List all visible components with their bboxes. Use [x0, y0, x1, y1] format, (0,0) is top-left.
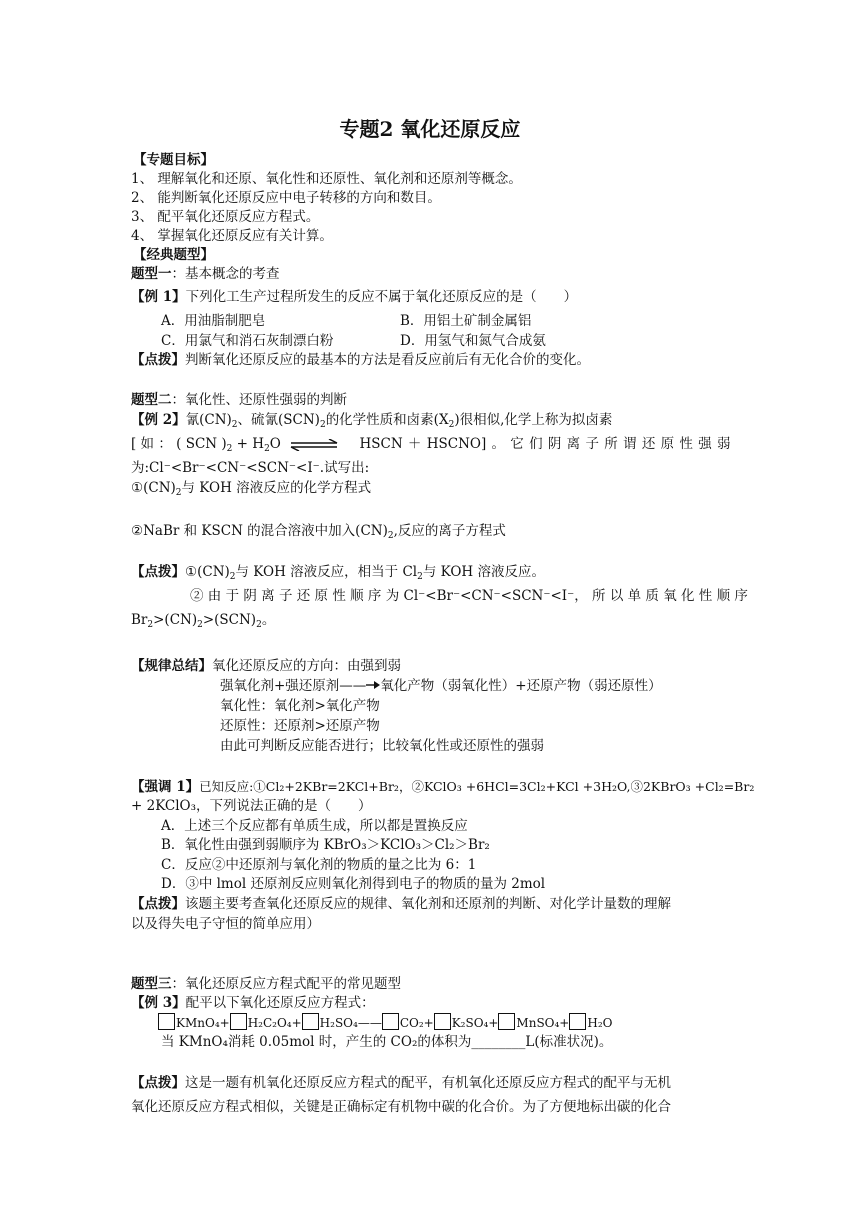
tip3-c: >(SCN) [202, 612, 257, 628]
example1-option-d: D．用氢气和氮气合成氨 [400, 333, 546, 349]
type3-title-rest: ：氧化还原反应方程式配平的常见题型 [171, 976, 401, 992]
question1-a: ①(CN) [131, 480, 176, 496]
emphasis-tip-line1 [131, 895, 671, 913]
tip3-a: Br [131, 612, 148, 628]
equation-term: H₂SO₄—— [319, 1016, 382, 1030]
example1-text: 下列化工生产过程所发生的反应不属于氧化还原反应的是（ ） [185, 289, 578, 305]
question2-b: ,反应的离子方程式 [393, 523, 506, 539]
example1 [131, 288, 577, 306]
rule-title: 氧化还原反应的方向：由强到弱 [212, 658, 401, 674]
type3-tip-line1 [131, 1074, 671, 1092]
example2-line2-a: [ 如 ： ( SCN ) [131, 436, 227, 452]
subscript: 2 [226, 444, 233, 454]
example1-option-b: B．用铝土矿制金属铝 [400, 313, 532, 329]
goal-item-3: 3、 配平氧化还原反应方程式。 [131, 209, 320, 225]
subscript: 2 [231, 420, 238, 430]
emphasis-option-c: C．反应②中还原剂与氧化剂的物质的量之比为 6：1 [161, 857, 477, 873]
example2-line1 [131, 411, 612, 434]
emphasis-option-d: D．③中 lmol 还原剂反应则氧化剂得到电子的物质的量为 2mol [161, 876, 546, 892]
tip2-c: 与 KOH 溶液反应。 [422, 564, 545, 580]
page-title: 专题2 氧化还原反应 [339, 117, 521, 141]
subscript: 2 [448, 420, 455, 430]
emphasis-tip-text: 该题主要考查氧化还原反应的规律、氧化剂和还原剂的判断、对化学计量数的理解 [185, 896, 671, 912]
example3-question-a: 当 KMnO₄消耗 0.05mol 时，产生的 CO₂的体积为 [161, 1034, 472, 1050]
emphasis-tip-label: 【点拨】 [131, 896, 185, 912]
emphasis-line1 [131, 778, 754, 796]
example3-question-b: L(标准状况)。 [525, 1034, 613, 1050]
emphasis-tip-line2: 以及得失电子守恒的简单应用） [131, 916, 320, 932]
example2-line2-c: O [269, 436, 281, 452]
emphasis-label: 【强调 1】 [131, 779, 200, 795]
rule-summary [131, 657, 401, 675]
classic-header: 【经典题型】 [133, 247, 214, 263]
tip2-b: 与 KOH 溶液反应，相当于 Cl [235, 564, 418, 580]
example1-option-a: A．用油脂制肥皂 [161, 313, 266, 329]
example2-question2 [131, 522, 506, 545]
example2-text-d: )很相似,化学上称为拟卤素 [454, 412, 613, 428]
tip1-label: 【点拨】 [131, 352, 185, 368]
balancing-equation [158, 1013, 613, 1032]
tip2-line1 [131, 563, 545, 586]
reversible-arrow-icon [285, 439, 343, 451]
type3-title-bold: 题型三 [131, 976, 172, 992]
answer-blank[interactable]: ________ [471, 1034, 526, 1050]
coefficient-box[interactable] [498, 1013, 515, 1030]
type2-title [131, 391, 347, 409]
goal-item-4: 4、 掌握氧化还原反应有关计算。 [131, 228, 333, 244]
equation-term: K₂SO₄+ [451, 1016, 499, 1030]
rule-line1-a: 强氧化剂+强还原剂—— [220, 678, 367, 694]
rule-line4: 由此可判断反应能否进行；比较氧化性或还原性的强弱 [220, 738, 544, 754]
example2-line2-d: HSCN ＋ HSCNO] 。 它 们 阴 离 子 所 谓 还 原 性 强 弱 [359, 436, 731, 452]
subscript: 2 [175, 488, 182, 498]
goals-header: 【专题目标】 [133, 152, 214, 168]
example2-question1 [131, 479, 371, 502]
subscript: 2 [197, 620, 203, 630]
emphasis-text: 已知反应:①Cl₂+2KBr=2KCl+Br₂，②KClO₃ +6HCl=3Cl₂+KCl +3H₂O,③2KBrO₃ +Cl₂=Br₂ [199, 779, 755, 794]
example1-label: 【例 1】 [131, 289, 186, 305]
coefficient-box[interactable] [434, 1013, 451, 1030]
rule-line3: 还原性：还原剂>还原产物 [220, 718, 380, 734]
rule-line2: 氧化性：氧化剂>氧化产物 [220, 698, 380, 714]
question1-b: 与 KOH 溶液反应的化学方程式 [181, 480, 372, 496]
tip2-line3 [131, 611, 275, 634]
example2-label: 【例 2】 [131, 412, 186, 428]
type3-title [131, 975, 401, 993]
example3-question [161, 1033, 612, 1051]
tip3-d: 。 [261, 612, 276, 628]
question2-a: ②NaBr 和 KSCN 的混合溶液中加入(CN) [131, 523, 388, 539]
tip1 [131, 351, 590, 369]
subscript: 2 [417, 572, 423, 582]
subscript: 2 [387, 531, 394, 541]
equation-term: CO₂+ [399, 1016, 434, 1030]
type2-title-rest: ：氧化性、还原性强弱的判断 [171, 392, 347, 408]
subscript: 2 [147, 620, 154, 630]
tip2-label: 【点拨】 [131, 564, 185, 580]
subscript: 2 [229, 572, 236, 582]
tip2-a: ①(CN) [185, 564, 230, 580]
example3 [131, 994, 375, 1012]
coefficient-box[interactable] [569, 1013, 586, 1030]
type1-title-bold: 题型一 [131, 266, 172, 282]
emphasis-option-b: B．氧化性由强到弱顺序为 KBrO₃＞KClO₃＞Cl₂＞Br₂ [161, 837, 490, 853]
tip2-line2: ② 由 于 阴 离 子 还 原 性 顺 序 为 Cl⁻<Br⁻<CN⁻<SCN⁻<I⁻， 所 以 单 质 氧 化 性 顺 序 [190, 588, 748, 604]
equation-term: H₂O [587, 1016, 613, 1030]
type1-title [131, 265, 280, 283]
example2-line2 [131, 435, 731, 458]
example1-option-c: C．用氯气和消石灰制漂白粉 [161, 333, 334, 349]
example3-text: 配平以下氧化还原反应方程式： [185, 995, 375, 1011]
right-arrow-icon [366, 680, 380, 690]
example2-text-c: 的化学性质和卤素(X [325, 412, 449, 428]
example3-label: 【例 3】 [131, 995, 186, 1011]
rule-label: 【规律总结】 [131, 658, 212, 674]
subscript: 2 [319, 420, 326, 430]
example2-line2-b: + H [232, 436, 265, 452]
emphasis-line2: + 2KClO₃，下列说法正确的是（ ） [131, 798, 372, 814]
subscript: 2 [256, 620, 262, 630]
example2-text-a: 氰(CN) [185, 412, 232, 428]
goal-item-1: 1、 理解氧化和还原、氧化性和还原性、氧化剂和还原剂等概念。 [131, 171, 522, 187]
rule-line1 [220, 677, 662, 695]
type3-tip-label: 【点拨】 [131, 1075, 185, 1091]
rule-line1-b: 氧化产物（弱氧化性）+还原产物（弱还原性） [380, 678, 662, 694]
type1-title-rest: ：基本概念的考查 [171, 266, 280, 282]
tip1-text: 判断氧化还原反应的最基本的方法是看反应前后有无化合价的变化。 [185, 352, 590, 368]
tip3-b: >(CN) [153, 612, 198, 628]
type3-tip-text: 这是一题有机氧化还原反应方程式的配平，有机氧化还原反应方程式的配平与无机 [185, 1075, 671, 1091]
goal-item-2: 2、 能判断氧化还原反应中电子转移的方向和数目。 [131, 190, 441, 206]
example2-text-b: 、硫氰(SCN) [237, 412, 320, 428]
coefficient-box[interactable] [158, 1013, 175, 1030]
equation-term: KMnO₄+ [176, 1016, 230, 1030]
subscript: 2 [264, 444, 270, 454]
equation-term: MnSO₄+ [516, 1016, 570, 1030]
coefficient-box[interactable] [382, 1013, 399, 1030]
coefficient-box[interactable] [302, 1013, 319, 1030]
example2-line3: 为:Cl⁻<Br⁻<CN⁻<SCN⁻<I⁻.试写出: [131, 460, 370, 476]
type2-title-bold: 题型二 [131, 392, 172, 408]
emphasis-option-a: A．上述三个反应都有单质生成，所以都是置换反应 [161, 818, 468, 834]
type3-tip-line2: 氧化还原反应方程式相似，关键是正确标定有机物中碳的化合价。为了方便地标出碳的化合 [131, 1099, 671, 1115]
equation-term: H₂C₂O₄+ [247, 1016, 302, 1030]
coefficient-box[interactable] [230, 1013, 247, 1030]
